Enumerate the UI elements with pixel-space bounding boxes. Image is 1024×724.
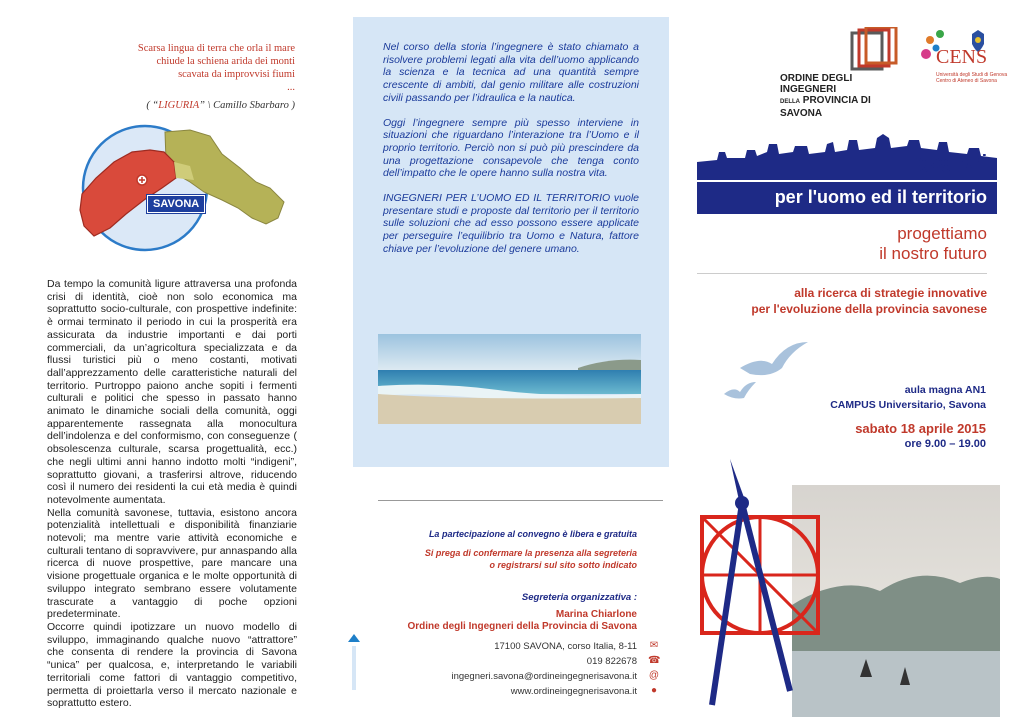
secretariat-label: Segreteria organizzativa : bbox=[521, 592, 637, 603]
poem-line: ... bbox=[287, 82, 295, 93]
poem-block bbox=[90, 42, 295, 112]
divider bbox=[697, 273, 987, 274]
event-date: sabato 18 aprile 2015 bbox=[855, 421, 986, 436]
website-link[interactable]: www.ordineingegnerisavona.it bbox=[510, 686, 637, 697]
event-time: ore 9.00 – 19.00 bbox=[904, 438, 986, 450]
body-paragraph: Nella comunità savonese, tuttavia, esistono ancora potenzialità intellettuali e disponibilità finanziarie notevoli; ma mentre varie attività economiche e culturali tentano di sopravvivere, pur annaspando alla ricerca di nuove prospettive, pare mancare una visione progettuale organica e le molte opportunità di sviluppo integrato sembrano essere volutamente trascurate a vantaggio di poche opzioni predeterminate. bbox=[47, 506, 297, 621]
body-paragraph: Da tempo la comunità ligure attraversa una profonda crisi di identità, cioè non solo economica ma soprattutto socio-culturale, con prospettive indefinite: è ormai terminato il periodo in cui la prosperità era assicurata da industrie importanti e dai porti commerciali, da un’agricoltura specializzata e da flussi turistici più o meno costanti, motivati dall’apprezzamento delle caratteristiche naturali del territorio. Purtroppo paiono anche sopiti i fermenti culturali e politici che spesso in passato hanno animato le dinamiche sociali della comunità, oggi apparentemente rassegnata alla monocultura dell’indolenza e del conformismo, con conseguenze ( obsolescenza culturale, scarsa progettualità, ecc.) che negli ultimi anni hanno indotto molti “indigeni”, soprattutto giovani, a trasferirsi altrove, riducendo così il numero dei residenti la cui età media è quindi notevolmente aumentata. bbox=[47, 278, 297, 506]
body-paragraph: Occorre quindi ipotizzare un nuovo modello di sviluppo, immaginando qualche nuovo “attrattore” che consenta di rendere la provincia di Savona “unica” per qualcosa, e, interpretando le variabili territoriali come fattori di vantaggio competitivo, permetta di proiettarla verso il mercato nazionale e soprattutto estero. bbox=[47, 620, 297, 710]
divider bbox=[378, 500, 663, 501]
compass-illustration bbox=[700, 455, 1000, 717]
ordine-logo-icon bbox=[850, 27, 898, 73]
middle-paragraph: Nel corso della storia l’ingegnere è stato chiamato a risolvere problemi legati alla vita dell’uomo applicando la scienza e la tecnica ad una quantità sempre crescente di ambiti, dal genio militare alle costruzioni civili passando per l’idraulica e la nautica. bbox=[383, 41, 639, 104]
beach-photo bbox=[378, 334, 641, 424]
ordine-logo-text: ORDINE DEGLI INGEGNERI DELLA PROVINCIA DI SAVONA bbox=[780, 73, 871, 119]
cover-slogan: progettiamo il nostro futuro bbox=[879, 224, 987, 263]
sponsor-logo-small bbox=[345, 632, 363, 692]
middle-paragraph: INGEGNERI PER L’UOMO ED IL TERRITORIO vuole presentare studi e proposte dal territorio per il territorio sulle soluzioni che ad esso possono essere applicate per perseguire l’equilibrio tra Uomo e Natura, fattore chiave per l’evoluzione del genere umano. bbox=[383, 192, 639, 255]
poem-line: chiude la schiena arida dei monti bbox=[156, 56, 295, 67]
cens-subtitle: Università degli Studi di Genova Centro di Ateneo di Savona bbox=[936, 72, 1008, 84]
venue-info: aula magna AN1 CAMPUS Universitario, Savona bbox=[830, 384, 986, 411]
middle-text bbox=[383, 41, 639, 268]
poem-line: scavata da improvvisi fiumi bbox=[178, 69, 295, 80]
phone-icon: ☎ bbox=[648, 655, 661, 666]
address-text: 17100 SAVONA, corso Italia, 8-11 bbox=[494, 641, 637, 652]
cover-title-line-1: ingegneri bbox=[901, 152, 987, 173]
cens-logo-text: CENS bbox=[936, 46, 988, 68]
cover-title-line-2: per l'uomo ed il territorio bbox=[774, 187, 987, 207]
phone-text: 019 822678 bbox=[586, 656, 637, 667]
poem-citation: ( “LIGURIA” \ Camillo Sbarbaro ) bbox=[146, 100, 295, 111]
confirm-note: Si prega di confermare la presenza alla segreteria o registrarsi sul sito sotto indicato bbox=[424, 548, 637, 570]
cover-subtitle: alla ricerca di strategie innovative per l'evoluzione della provincia savonese bbox=[751, 286, 987, 316]
poem-line: Scarsa lingua di terra che orla il mare bbox=[137, 43, 295, 54]
secretariat-contact: Marina Chiarlone Ordine degli Ingegneri della Provincia di Savona bbox=[407, 609, 637, 632]
at-icon: @ bbox=[648, 670, 660, 681]
envelope-icon: ✉ bbox=[649, 640, 659, 651]
participation-note: La partecipazione al convegno è libera e gratuita bbox=[428, 529, 637, 539]
left-body-text bbox=[47, 278, 297, 710]
globe-icon: ● bbox=[650, 685, 658, 696]
email-link[interactable]: ingegneri.savona@ordineingegnerisavona.it bbox=[451, 671, 637, 682]
middle-paragraph: Oggi l’ingegnere sempre più spesso interviene in situazioni che riguardano l’interazione tra l’Uomo e il proprio territorio. Perciò non si può più prescindere da una progettazione consapevole che tenga conto dell’impatto che le opere hanno sulla nostra vita. bbox=[383, 116, 639, 180]
savona-map-label: SAVONA bbox=[147, 195, 205, 213]
